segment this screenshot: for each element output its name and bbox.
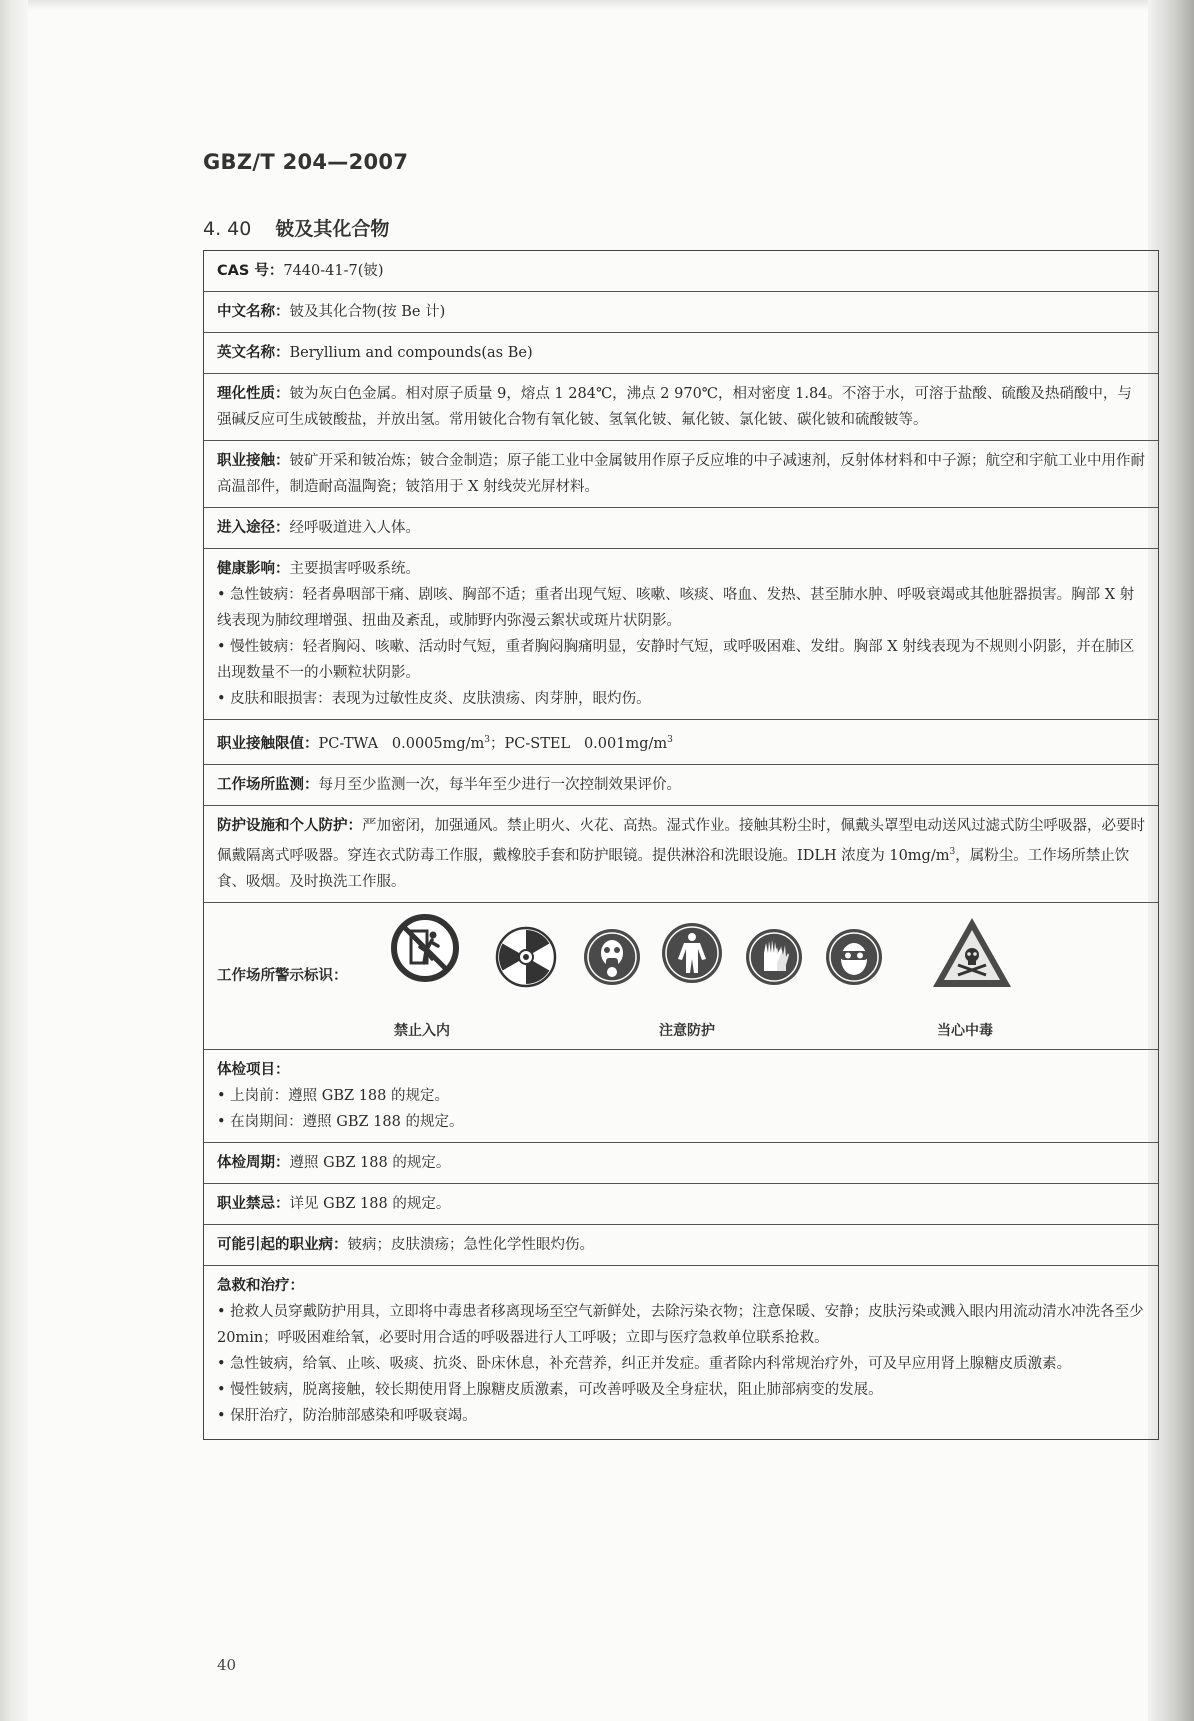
- info-table: [203, 250, 1159, 1440]
- standard-code: GBZ/T 204—2007: [203, 150, 409, 174]
- cas-value: 7440-41-7(铍): [283, 263, 384, 279]
- contraindication-text: 详见 GBZ 188 的规定。: [289, 1195, 451, 1212]
- list-item: • 皮肤和眼损害：表现为过敏性皮炎、皮肤溃疡、肉芽肿，眼灼伤。: [217, 686, 1145, 712]
- row-first-aid: [204, 1265, 1158, 1439]
- route-label: 进入途径：: [217, 520, 290, 536]
- chinese-name-label: 中文名称：: [217, 304, 290, 320]
- row-contraindication: [204, 1183, 1158, 1224]
- chinese-name-value: 铍及其化合物(按 Be 计): [289, 304, 446, 320]
- route-text: 经呼吸道进入人体。: [289, 520, 420, 536]
- row-health: [204, 548, 1158, 719]
- goggles-icon: [824, 927, 884, 987]
- occupational-disease-text: 铍病；皮肤溃疡；急性化学性眼灼伤。: [347, 1236, 594, 1253]
- row-english-name: [204, 332, 1158, 373]
- health-text: 主要损害呼吸系统。: [289, 561, 420, 577]
- properties-label: 理化性质：: [217, 386, 290, 402]
- health-label: 健康影响：: [217, 561, 290, 577]
- limits-separator: ；: [490, 735, 505, 752]
- first-aid-label: 急救和治疗：: [217, 1277, 304, 1294]
- protection-label: 防护设施和个人防护：: [217, 817, 362, 834]
- poison-caption: 当心中毒: [937, 1022, 993, 1039]
- protective-suit-icon: [660, 921, 724, 985]
- row-properties: [204, 373, 1158, 440]
- twa-label: PC-TWA: [318, 735, 379, 752]
- monitoring-label: 工作场所监测：: [217, 776, 319, 793]
- list-item: • 上岗前：遵照 GBZ 188 的规定。: [217, 1083, 1145, 1109]
- row-limits: [204, 719, 1158, 764]
- gloves-icon: [744, 927, 804, 987]
- row-monitoring: [204, 764, 1158, 805]
- list-item: • 急性铍病，给氧、止咳、吸痰、抗炎、卧床休息，补充营养，纠正并发症。重者除内科常规治疗外，可及早应用肾上腺糖皮质激素。: [217, 1351, 1145, 1377]
- list-item: • 在岗期间：遵照 GBZ 188 的规定。: [217, 1109, 1145, 1135]
- protection-sup: 3: [949, 846, 956, 857]
- stel-label: PC-STEL: [504, 735, 571, 752]
- list-item: • 保肝治疗，防治肺部感染和呼吸衰竭。: [217, 1403, 1145, 1429]
- row-chinese-name: [204, 291, 1158, 332]
- limits-label: 职业接触限值：: [217, 735, 319, 752]
- checkup-cycle-text: 遵照 GBZ 188 的规定。: [289, 1154, 451, 1171]
- english-name-value: Beryllium and compounds(as Be): [289, 345, 533, 361]
- twa-value: 0.0005mg/m: [391, 735, 485, 752]
- stel-unit-sup: 3: [667, 735, 673, 745]
- no-entry-caption: 禁止入内: [394, 1022, 450, 1039]
- caution-caption: 注意防护: [659, 1022, 715, 1039]
- warning-signs-label: 工作场所警示标识：: [217, 967, 348, 984]
- radiation-icon: [494, 925, 558, 989]
- poison-warning-icon: [930, 915, 1014, 991]
- row-checkup: [204, 1049, 1158, 1142]
- section-title: 铍及其化合物: [275, 218, 390, 240]
- page-edge-left: [0, 0, 28, 1721]
- monitoring-text: 每月至少监测一次，每半年至少进行一次控制效果评价。: [318, 776, 681, 793]
- checkup-label: 体检项目：: [217, 1061, 290, 1078]
- occupational-disease-label: 可能引起的职业病：: [217, 1236, 348, 1253]
- protection-text-b: ，属粉尘。工作场所禁止饮食、吸烟。及时换洗工作服。: [217, 847, 1130, 890]
- list-item: • 急性铍病：轻者鼻咽部干痛、剧咳、胸部不适；重者出现气短、咳嗽、咳痰、咯血、发热、甚至肺水肿、呼吸衰竭或其他脏器损害。胸部 X 射线表现为肺纹理增强、扭曲及紊乱，或肺野内弥漫云絮状或斑片状阴影。: [217, 582, 1145, 634]
- properties-text: 铍为灰白色金属。相对原子质量 9，熔点 1 284℃，沸点 2 970℃，相对密度 1.84。不溶于水，可溶于盐酸、硫酸及热硝酸中，与强碱反应可生成铍酸盐，并放出氢。常用铍化合物有氧化铍、氢氧化铍、氟化铍、氯化铍、碳化铍和硫酸铍等。: [217, 386, 1132, 428]
- list-item: • 慢性铍病，脱离接触，较长期使用肾上腺糖皮质激素，可改善呼吸及全身症状，阻止肺部病变的发展。: [217, 1377, 1145, 1403]
- row-warning-signs: [204, 902, 1158, 1049]
- page-edge-top: [0, 0, 1194, 10]
- protection-text-a: 严加密闭，加强通风。禁止明火、火花、高热。湿式作业。接触其粉尘时，佩戴头罩型电动送风过滤式防尘呼吸器，必要时佩戴隔离式呼吸器。穿连衣式防毒工作服，戴橡胶手套和防护眼镜。提供淋浴和洗眼设施。IDLH 浓度为 10mg/m: [217, 817, 1145, 864]
- respirator-icon: [582, 927, 642, 987]
- row-checkup-cycle: [204, 1142, 1158, 1183]
- no-entry-icon: [390, 913, 460, 983]
- row-protection: [204, 805, 1158, 902]
- checkup-cycle-label: 体检周期：: [217, 1154, 290, 1171]
- cas-label: CAS 号：: [217, 263, 284, 279]
- exposure-label: 职业接触：: [217, 453, 290, 469]
- row-cas: [204, 251, 1158, 291]
- row-occupational-disease: [204, 1224, 1158, 1265]
- exposure-text: 铍矿开采和铍冶炼；铍合金制造；原子能工业中金属铍用作原子反应堆的中子减速剂，反射体材料和中子源；航空和宇航工业中用作耐高温部件，制造耐高温陶瓷；铍箔用于 X 射线荧光屏材料。: [217, 453, 1145, 495]
- stel-value: 0.001mg/m: [583, 735, 668, 752]
- list-item: • 抢救人员穿戴防护用具，立即将中毒患者移离现场至空气新鲜处，去除污染衣物；注意保暖、安静；皮肤污染或溅入眼内用流动清水冲洗各至少 20min；呼吸困难给氧，必要时用合适的呼吸器进行人工呼吸；立即与医疗急救单位联系抢救。: [217, 1299, 1145, 1351]
- list-item: • 慢性铍病：轻者胸闷、咳嗽、活动时气短，重者胸闷胸痛明显，安静时气短，或呼吸困难、发绀。胸部 X 射线表现为不规则小阴影，并在肺区出现数量不一的小颗粒状阴影。: [217, 634, 1145, 686]
- twa-unit-sup: 3: [484, 735, 491, 745]
- english-name-label: 英文名称：: [217, 345, 290, 361]
- row-exposure: [204, 440, 1158, 507]
- page-number: 40: [217, 1656, 237, 1674]
- section-number: 4. 40: [203, 218, 252, 240]
- section-heading: [203, 214, 389, 241]
- contraindication-label: 职业禁忌：: [217, 1195, 290, 1212]
- row-route: [204, 507, 1158, 548]
